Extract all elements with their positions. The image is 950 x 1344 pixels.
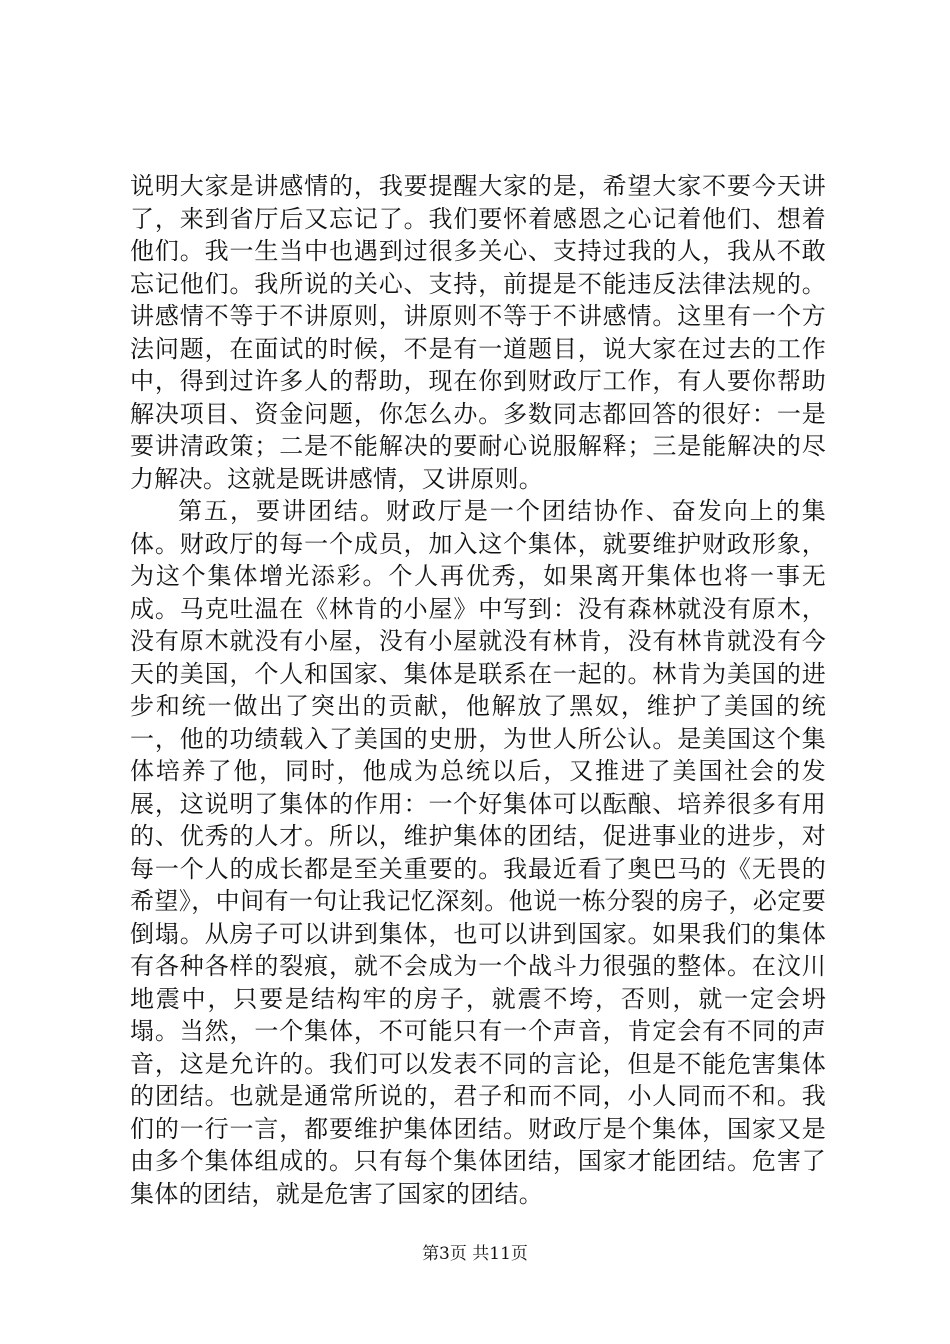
paragraph-unity: 第五，要讲团结。财政厅是一个团结协作、奋发向上的集体。财政厅的每一个成员，加入这个集体，就要维护财政形象，为这个集体增光添彩。个人再优秀，如果离开集体也将一事无成。马克吐温在《林肯的小屋》中写到：没有森林就没有原木，没有原木就没有小屋，没有小屋就没有林肯，没有林肯就没有今天的美国，个人和国家、集体是联系在一起的。林肯为美国的进步和统一做出了突出的贡献，他解放了黑奴，维护了美国的统一，他的功绩载入了美国的史册，为世人所公认。是美国这个集体培养了他，同时，他成为总统以后，又推进了美国社会的发展，这说明了集体的作用：一个好集体可以酝酿、培养很多有用的、优秀的人才。所以，维护集体的团结，促进事业的进步，对每一个人的成长都是至关重要的。我最近看了奥巴马的《无畏的希望》，中间有一句让我记忆深刻。他说一栋分裂的房子，必定要倒塌。从房子可以讲到集体，也可以讲到国家。如果我们的集体有各种各样的裂痕，就不会成为一个战斗力很强的整体。在汶川地震中，只要是结构牢的房子，就震不垮，否则，就一定会坍塌。当然，一个集体，不可能只有一个声音，肯定会有不同的声音，这是允许的。我们可以发表不同的言论，但是不能危害集体的团结。也就是通常所说的，君子和而不同，小人同而不和。我们的一行一言，都要维护集体团结。财政厅是个集体，国家又是由多个集体组成的。只有每个集体团结，国家才能团结。危害了集体的团结，就是危害了国家的团结。: [130, 497, 826, 1208]
document-body: [130, 170, 826, 1210]
paragraph-continuation: 说明大家是讲感情的，我要提醒大家的是，希望大家不要今天讲了，来到省厅后又忘记了。我们要怀着感恩之心记着他们、想着他们。我一生当中也遇到过很多关心、支持过我的人，我从不敢忘记他们。我所说的关心、支持，前提是不能违反法律法规的。讲感情不等于不讲原则，讲原则不等于不讲感情。这里有一个方法问题，在面试的时候，不是有一道题目，说大家在过去的工作中，得到过许多人的帮助，现在你到财政厅工作，有人要你帮助解决项目、资金问题，你怎么办。多数同志都回答的很好：一是要讲清政策；二是不能解决的要耐心说服解释；三是能解决的尽力解决。这就是既讲感情，又讲原则。: [130, 172, 826, 493]
page-footer: 第3页 共11页: [422, 1244, 528, 1264]
